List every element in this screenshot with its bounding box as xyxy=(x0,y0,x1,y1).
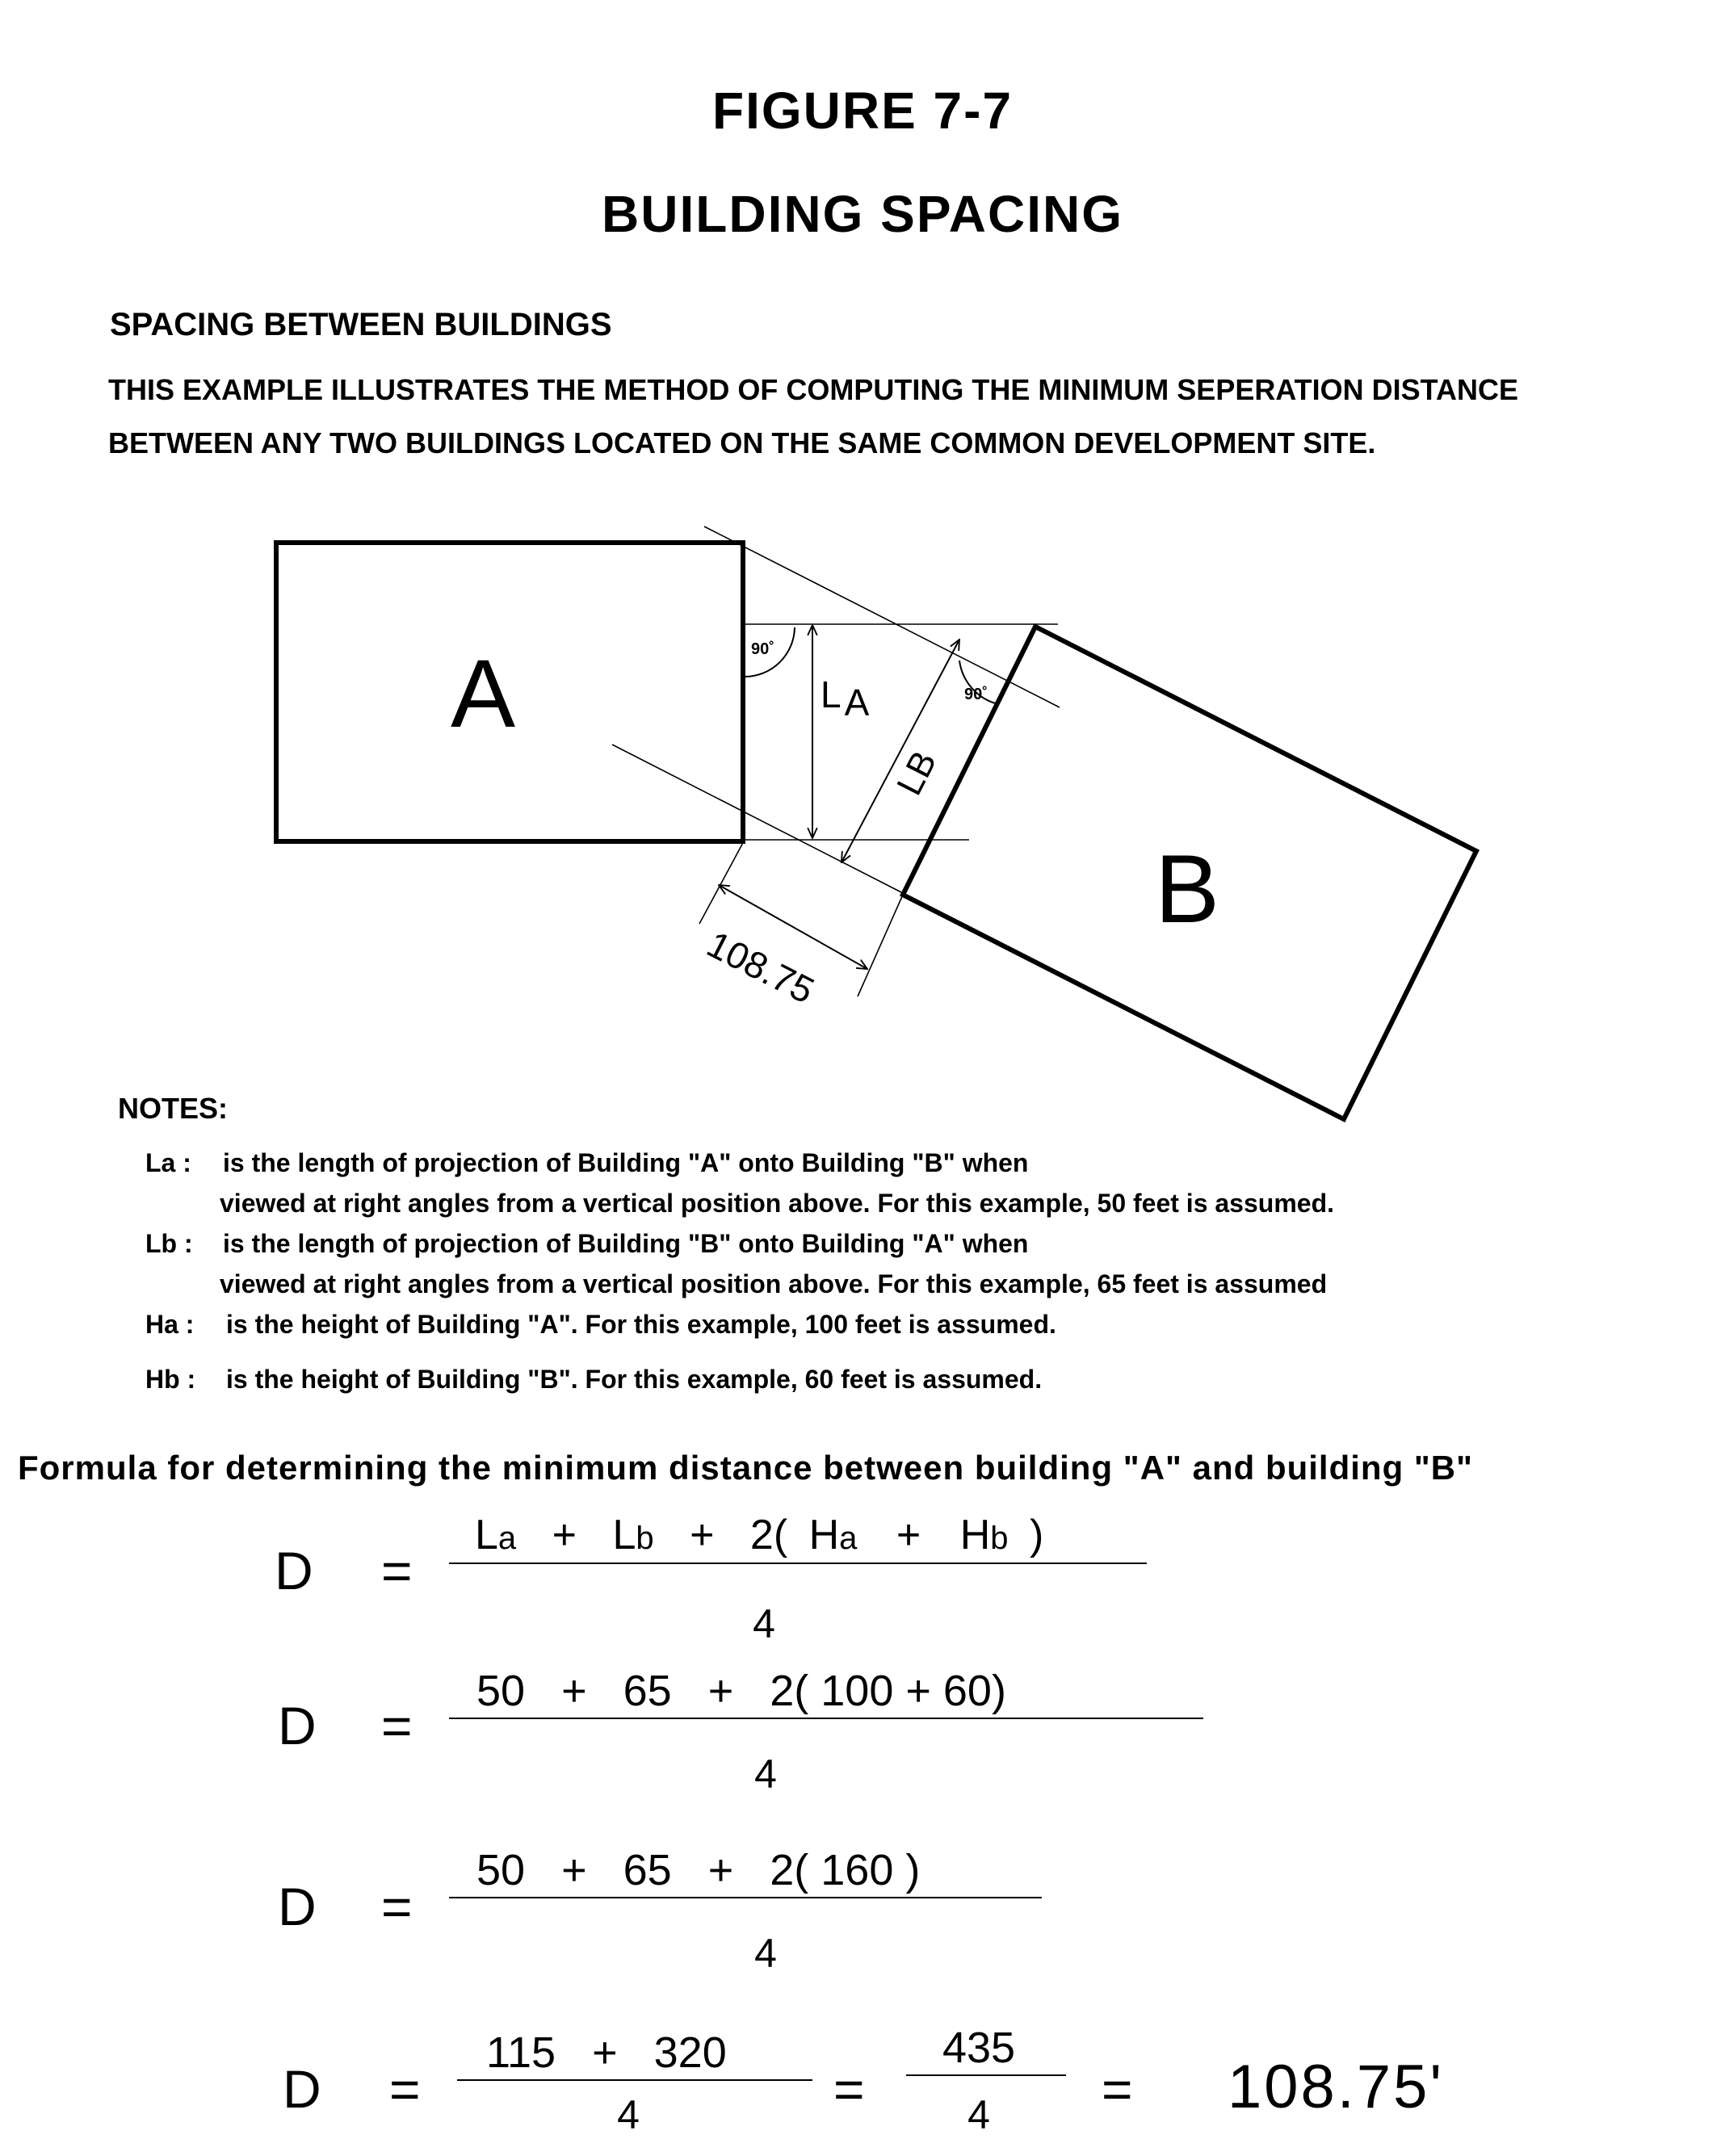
row2-d: D xyxy=(278,1696,317,1755)
result-value: 108.75' xyxy=(1228,2053,1444,2121)
row1-denominator: 4 xyxy=(753,1601,775,1646)
extension-line-perp-top xyxy=(704,526,1060,707)
row4-denominator-2: 4 xyxy=(967,2092,990,2137)
row4-denominator-1: 4 xyxy=(617,2092,640,2137)
section-heading: SPACING BETWEEN BUILDINGS xyxy=(110,307,612,342)
note-hb-line: is the height of Building "B". For this example, 60 feet is assumed. xyxy=(226,1365,1043,1394)
intro-line-2: BETWEEN ANY TWO BUILDINGS LOCATED ON THE SAME COMMON DEVELOPMENT SITE. xyxy=(108,426,1376,459)
building-a-label: A xyxy=(450,640,516,748)
row1-numerator: La + Lb + 2( Ha + Hb ) xyxy=(475,1512,1044,1558)
note-ha-key: Ha : xyxy=(145,1310,195,1339)
building-b-label: B xyxy=(1154,835,1220,943)
formula-block xyxy=(0,1502,1725,2148)
note-lb-line2: viewed at right angles from a vertical position above. For this example, 65 feet is assumed xyxy=(220,1269,1328,1298)
row3-numerator: 50 + 65 + 2( 160 ) xyxy=(476,1846,921,1894)
row3-d: D xyxy=(278,1877,317,1936)
note-la-key: La : xyxy=(145,1148,191,1177)
lb-label: LB xyxy=(889,745,945,802)
figure-title: BUILDING SPACING xyxy=(602,185,1123,243)
angle-label-a: 90˚ xyxy=(751,640,774,658)
note-la-line1: is the length of projection of Building "A" onto Building "B" when xyxy=(223,1148,1029,1177)
row4-eq-1: = xyxy=(389,2059,421,2119)
figure-number: FIGURE 7-7 xyxy=(711,82,1014,140)
row2-numerator: 50 + 65 + 2( 100 + 60) xyxy=(476,1667,1006,1715)
extension-line-dim-left xyxy=(699,840,745,924)
row4-numerator-2: 435 xyxy=(942,2024,1016,2072)
row3-denominator: 4 xyxy=(754,1931,777,1976)
formula-intro: Formula for determining the minimum distance between building "A" and building "B" xyxy=(18,1449,1474,1487)
note-la-line2: viewed at right angles from a vertical position above. For this example, 50 feet is assumed. xyxy=(220,1189,1334,1218)
note-ha-line: is the height of Building "A". For this example, 100 feet is assumed. xyxy=(226,1310,1056,1339)
extension-line-dim-right xyxy=(858,895,903,996)
distance-label: 108.75 xyxy=(700,922,821,1012)
note-lb-line1: is the length of projection of Building "B" onto Building "A" when xyxy=(223,1229,1029,1258)
row1-eq: = xyxy=(381,1541,413,1600)
note-lb-key: Lb : xyxy=(145,1229,193,1258)
row4-eq-3: = xyxy=(1102,2059,1133,2119)
angle-label-b: 90˚ xyxy=(964,686,988,703)
row4-eq-2: = xyxy=(833,2059,865,2119)
note-hb-key: Hb : xyxy=(145,1365,196,1394)
row4-d: D xyxy=(283,2059,321,2119)
la-label: LA xyxy=(821,673,870,724)
notes-heading: NOTES: xyxy=(118,1092,229,1125)
lb-dimension-line xyxy=(842,640,959,862)
row1-d: D xyxy=(275,1541,313,1600)
intro-line-1: THIS EXAMPLE ILLUSTRATES THE METHOD OF COMPUTING THE MINIMUM SEPERATION DISTANCE xyxy=(108,373,1518,406)
row2-denominator: 4 xyxy=(754,1751,777,1797)
row4-numerator-1: 115 + 320 xyxy=(486,2028,727,2077)
row2-eq: = xyxy=(381,1696,413,1755)
extension-line-perp-bottom xyxy=(612,745,903,893)
row3-eq: = xyxy=(381,1877,413,1936)
